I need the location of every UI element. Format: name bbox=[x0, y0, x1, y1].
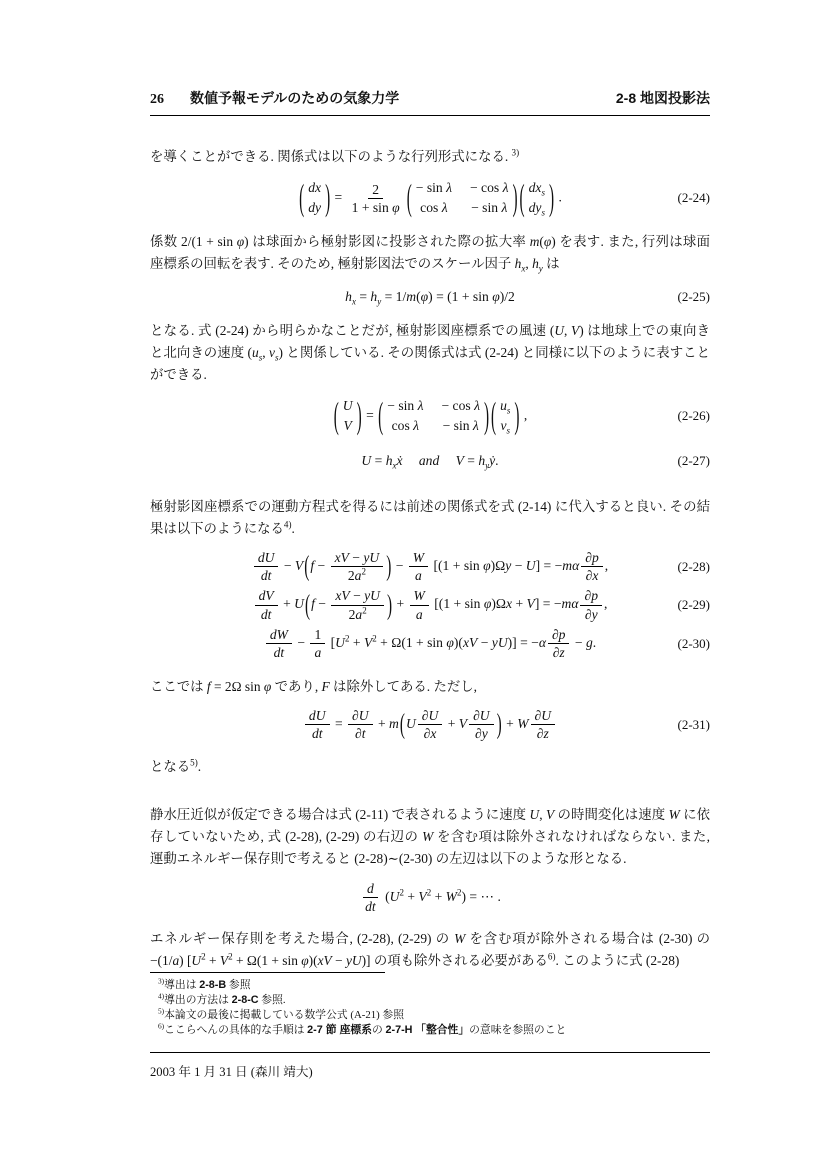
equation-2-31 bbox=[150, 708, 710, 741]
footer-rule bbox=[150, 1052, 710, 1053]
paragraph-7: 静水圧近似が仮定できる場合は式 (2-11) で表されるように速度 U, V の時間変化は速度 W に依存していないため, 式 (2-28), (2-29) の右辺の W を含む項は除外されなければならない. また, 運動エネルギー保存則で考えると (2-28)∼(2-30) の左辺は以下のような形となる. bbox=[150, 806, 710, 866]
equation-body: $U = h_xẋ$ and $V = h_yẏ$. bbox=[361, 452, 499, 471]
section-title: 2-8 地図投影法 bbox=[615, 90, 710, 106]
equation-body: $\frac{dU}{dt}$ − V ( f − $\frac{xV - yU}{2a^2}$ ) − $\frac{W}{a}$ [(1 + sin φ)Ωy − U] = −mα $\frac{\partial p}{\partial x}$ , bbox=[252, 550, 608, 583]
equation-number: (2-24) bbox=[677, 190, 710, 206]
equation-2-24 bbox=[150, 180, 710, 217]
header-rule bbox=[150, 115, 710, 116]
paragraph-6: となる$^{5)}$. bbox=[150, 757, 202, 774]
equation-body: ( U V ) = ( − sin λ − cos λ cos λ − sin λ ) ( $u_s$ $v_s$ ) , bbox=[333, 396, 528, 437]
footer-text: 2003 年 1 月 31 日 (森川 靖大) bbox=[150, 1065, 313, 1079]
equation-body: $\frac{dV}{dt}$ + U ( f − $\frac{xV - yU}{2a^2}$ ) + $\frac{W}{a}$ [(1 + sin φ)Ωx + V] = −mα $\frac{\partial p}{\partial y}$ , bbox=[253, 588, 608, 621]
page-header bbox=[150, 88, 710, 108]
footnote-6: $^{6)}$ここらへんの具体的な手順は 2-7 節 座標系の 2-7-H 「整合性」の意味を参照のこと bbox=[158, 1021, 567, 1036]
equation-number: (2-28) bbox=[677, 558, 710, 574]
equation-number: (2-29) bbox=[677, 597, 710, 613]
page-content bbox=[150, 0, 710, 1169]
paragraph-2: 係数 2/(1 + sin φ) は球面から極射影図に投影された際の拡大率 m(φ) を表す. また, 行列は球面座標系の回転を表す. そのため, 極射影図法でのスケール因子 $h_x$, $h_y$ は bbox=[150, 233, 711, 274]
equation-body: ( dx dy ) = $\frac{2}{\text{1 + sin φ}}$ ( − sin λ − cos λ cos λ − sin λ ) ( $dx_s$ $dy_s$ ) . bbox=[299, 178, 562, 219]
equation-body: $h_x = h_y = 1/m(\varphi) = (1 + \sin \varphi)/2$ bbox=[345, 288, 515, 307]
equation-body: $\frac{dW}{dt}$ − $\frac{1}{a}$ $[U^2 + V^2 + \Omega(1 + \sin \varphi)(xV - yU)] = -\alpha$ $\frac{\partial p}{\partial z}$ − g. bbox=[264, 627, 596, 660]
equation-number: (2-30) bbox=[677, 635, 710, 651]
equation-2-26 bbox=[150, 398, 710, 435]
footnote-3: $^{3)}$導出は 2-8-B 参照 bbox=[158, 976, 251, 991]
equation-number: (2-25) bbox=[677, 289, 710, 305]
paragraph-3: となる. 式 (2-24) から明らかなことだが, 極射影図座標系での風速 (U, V) は地球上での東向きと北向きの速度 ($u_s$, $v_s$) と関係している. その関係式は式 (2-24) と同様に以下のように表すことができる. bbox=[150, 322, 710, 382]
equation-body: $\frac{dU}{dt}$ = $\frac{\partial U}{\partial t}$ + m ( U $\frac{\partial U}{\partial x}$ + V $\frac{\partial U}{\partial y}$ ) + W $\frac{\partial U}{\partial z}$ bbox=[303, 708, 557, 741]
page-number: 26 bbox=[150, 92, 164, 107]
paragraph-8: エネルギー保存則を考えた場合, (2-28), (2-29) の W を含む項が除外される場合は (2-30) の −(1/a) $[U^2 + V^2 + \Omega(1 + \sin \varphi)(xV - yU)]$ の項も除外される必要がある$^{6)}$. このように式 (2-28) bbox=[150, 931, 710, 969]
equation-number: (2-26) bbox=[677, 408, 710, 424]
paragraph-4: 極射影図座標系での運動方程式を得るには前述の関係式を式 (2-14) に代入すると良い. その結果は以下のようになる$^{4)}$. bbox=[150, 498, 710, 536]
equation-2-25 bbox=[150, 289, 710, 306]
equation-number: (2-31) bbox=[677, 716, 710, 732]
equation-2-28 bbox=[150, 550, 710, 583]
equation-2-29 bbox=[150, 588, 710, 621]
footnote-rule bbox=[150, 972, 385, 973]
paragraph-5: ここでは f = 2Ω sin φ であり, F は除外してある. ただし, bbox=[150, 679, 477, 695]
equation-kinetic-energy bbox=[150, 881, 710, 914]
paragraph-1: を導くことができる. 関係式は以下のような行列形式になる. $^{3)}$ bbox=[150, 147, 520, 164]
equation-2-30 bbox=[150, 627, 710, 660]
footnote-4: $^{4)}$導出の方法は 2-8-C 参照. bbox=[158, 991, 286, 1006]
footnote-5: $^{5)}$本論文の最後に掲載している数学公式 (A-21) 参照 bbox=[158, 1006, 405, 1021]
footnotes bbox=[150, 972, 710, 1038]
equation-body: $\frac{d}{dt}$ $(U^2 + V^2 + W^2)$ = ⋯ . bbox=[359, 881, 501, 914]
document-title: 数値予報モデルのための気象力学 bbox=[190, 90, 400, 106]
equation-number: (2-27) bbox=[677, 453, 710, 469]
equation-2-27 bbox=[150, 453, 710, 470]
page-footer bbox=[150, 1052, 710, 1080]
